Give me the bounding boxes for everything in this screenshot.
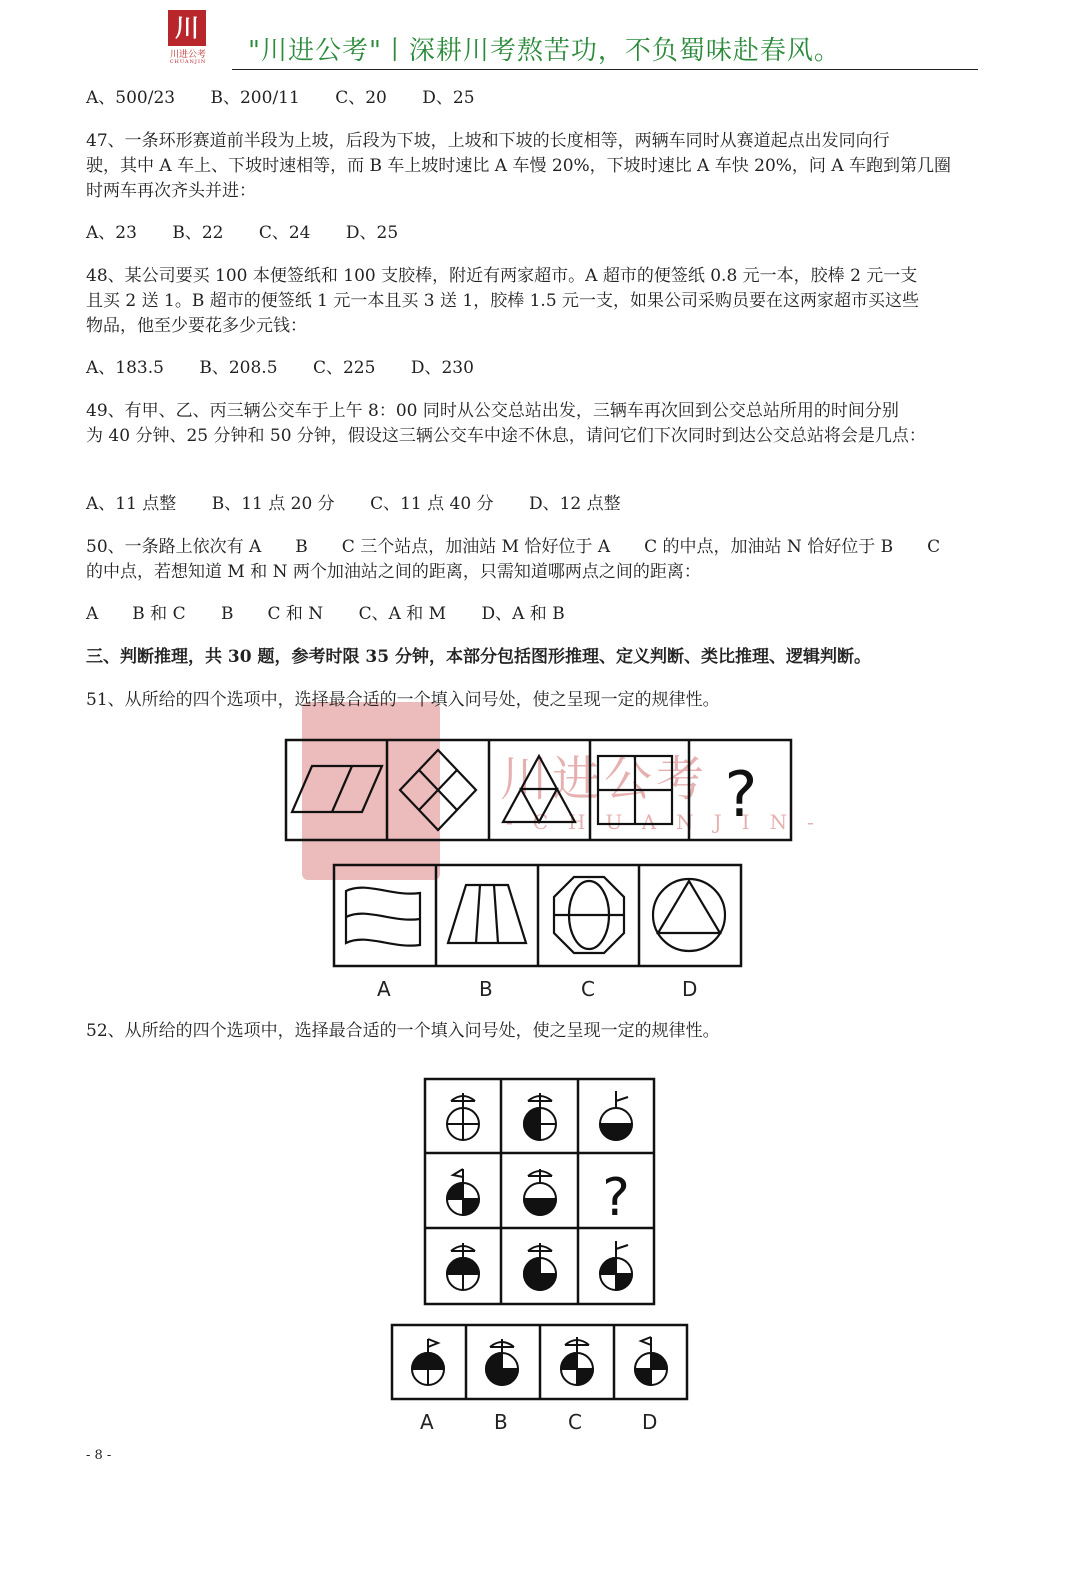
q52-r3c2-symbol [524, 1243, 556, 1290]
q48-option-b: B、208.5 [199, 358, 278, 378]
q47-line-2: 驶，其中 A 车上、下坡时速相等，而 B 车上坡时速比 A 车慢 20%，下坡时速比 A 车快 20%，问 A 车跑到第几圈 [86, 156, 952, 176]
q51-sequence-figure [284, 738, 794, 844]
q51-option-a-flag-shape [346, 888, 420, 946]
q52-r3c1-symbol [447, 1243, 479, 1290]
q52-matrix-figure [423, 1077, 657, 1307]
q52-option-c-symbol [561, 1337, 593, 1385]
q51-question-mark: ? [724, 758, 758, 831]
q51-square-grid-shape [598, 756, 672, 824]
watermark-subtext: -CHUANJIN- [506, 810, 834, 834]
q51-triangle-shape [503, 756, 575, 822]
q51-label-a: A [377, 977, 391, 1001]
q49-option-c: C、11 点 40 分 [370, 494, 494, 514]
q48-option-a: A、183.5 [86, 358, 164, 378]
q52-r2c1-symbol [447, 1169, 479, 1215]
q51-option-d-circle-triangle-shape [653, 879, 725, 951]
section-heading: 三、判断推理，共 30 题，参考时限 35 分钟，本部分包括图形推理、定义判断、类比推理、逻辑判断。 [86, 647, 871, 667]
q52-label-c: C [568, 1410, 582, 1434]
q49-line-2: 为 40 分钟、25 分钟和 50 分钟，假设这三辆公交车中途不休息，请问它们下次同时到达公交总站将会是几点： [86, 426, 926, 446]
q47-options [86, 221, 428, 246]
q51-label-d: D [682, 977, 698, 1001]
q48-options [86, 356, 504, 381]
q52-label-d: D [642, 1410, 658, 1434]
header-rule [232, 69, 978, 70]
q47-option-d: D、25 [345, 223, 399, 243]
q49-option-d: D、12 点整 [528, 494, 621, 514]
q48-line-1: 48、某公司要买 100 本便签纸和 100 支胶棒，附近有两家超市。A 超市的便签纸 0.8 元一本，胶棒 2 元一支 [86, 266, 918, 286]
page-header [0, 0, 1080, 75]
q50-line-1: 50、一条路上依次有 A B C 三个站点，加油站 M 恰好位于 A C 的中点，加油站 N 恰好位于 B C [86, 537, 941, 557]
q52-question: 52、从所给的四个选项中，选择最合适的一个填入问号处，使之呈现一定的规律性。 [86, 1021, 720, 1041]
q52-label-b: B [494, 1410, 508, 1434]
logo-subtext: CHUANJIN [169, 59, 207, 65]
q46-options [86, 86, 505, 111]
q50-option-b: B C 和 N [221, 604, 324, 624]
q46-option-c: C、20 [335, 88, 387, 108]
q52-option-d-symbol [635, 1337, 667, 1385]
q49-options [86, 492, 651, 517]
q52-r1c3-symbol [600, 1091, 632, 1140]
q48-option-c: C、225 [312, 358, 376, 378]
q52-r3c3-symbol [600, 1241, 632, 1290]
q47-option-c: C、24 [258, 223, 311, 243]
q52-r1c2-symbol [524, 1093, 556, 1140]
q48-line-2: 且买 2 送 1。B 超市的便签纸 1 元一本且买 3 送 1，胶棒 1.5 元一支，如果公司采购员要在这两家超市买这些 [86, 291, 920, 311]
q50-options [86, 602, 595, 627]
q48-option-d: D、230 [410, 358, 474, 378]
q51-option-c-octagon-shape [554, 877, 624, 953]
logo-icon: 川 [168, 10, 206, 46]
q47-option-b: B、22 [172, 223, 224, 243]
q49-option-a: A、11 点整 [86, 494, 177, 514]
logo-text: 川进公考 [169, 50, 206, 60]
q47-line-1: 47、一条环形赛道前半段为上坡，后段为下坡，上坡和下坡的长度相等，两辆车同时从赛道起点出发同向行 [86, 131, 890, 151]
q50-option-a: A B 和 C [86, 604, 186, 624]
q51-label-b: B [479, 977, 493, 1001]
q47-option-a: A、23 [86, 223, 137, 243]
q47-line-3: 时两车再次齐头并进： [86, 181, 256, 201]
q51-question: 51、从所给的四个选项中，选择最合适的一个填入问号处，使之呈现一定的规律性。 [86, 690, 720, 710]
q52-option-a-symbol [412, 1339, 444, 1385]
q48-line-3: 物品，他至少要花多少元钱： [86, 316, 307, 336]
q46-option-d: D、25 [422, 88, 475, 108]
q51-parallelogram-shape [292, 766, 382, 812]
header-slogan: "川进公考"丨深耕川考熬苦功，不负蜀味赴春风。 [248, 36, 841, 66]
q50-option-d: D、A 和 B [481, 604, 565, 624]
q52-label-a: A [420, 1410, 434, 1434]
q51-label-c: C [581, 977, 595, 1001]
q49-line-1: 49、有甲、乙、丙三辆公交车于上午 8：00 同时从公交总站出发，三辆车再次回到公交总站所用的时间分别 [86, 401, 899, 421]
q52-options-figure [390, 1323, 690, 1403]
watermark-text: 川进公考 [500, 751, 709, 807]
q51-diamond-shape [400, 750, 476, 830]
q51-options-figure [332, 863, 744, 969]
q46-option-b: B、200/11 [210, 88, 300, 108]
q52-option-b-symbol [486, 1339, 518, 1385]
q50-option-c: C、A 和 M [358, 604, 447, 624]
q52-question-mark: ? [602, 1168, 630, 1228]
q52-r2c2-symbol [524, 1169, 556, 1215]
page-number: - 8 - [86, 1448, 112, 1463]
q49-option-b: B、11 点 20 分 [211, 494, 335, 514]
q52-r1c1-symbol [447, 1093, 479, 1140]
q51-option-b-trapezoid-shape [448, 885, 526, 943]
q46-option-a: A、500/23 [86, 88, 176, 108]
q50-line-2: 的中点，若想知道 M 和 N 两个加油站之间的距离，只需知道哪两点之间的距离： [86, 562, 701, 582]
